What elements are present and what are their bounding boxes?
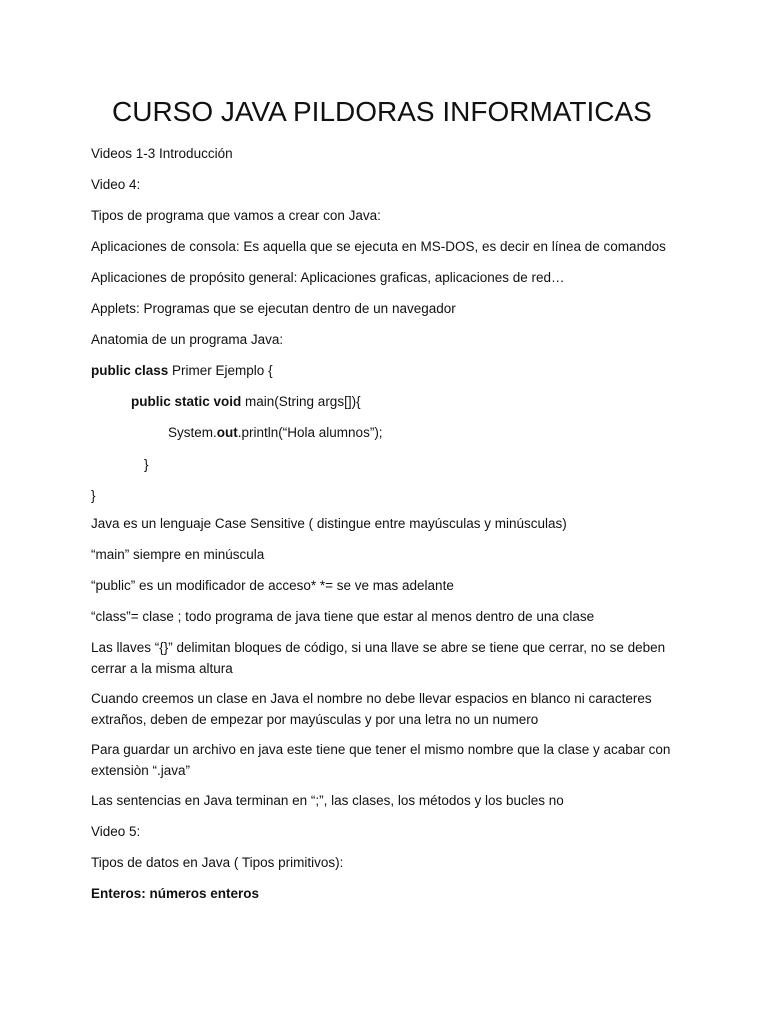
text-line-applets: Applets: Programas que se ejecutan dentro de un navegador xyxy=(91,301,456,316)
code-keyword: out xyxy=(216,425,238,440)
code-keyword: public class xyxy=(91,363,169,378)
code-text: System. xyxy=(168,425,217,440)
text-line-video-4: Video 4: xyxy=(91,177,141,192)
code-keyword: public static void xyxy=(131,394,242,409)
text-paragraph-braces: Las llaves “{}” delimitan bloques de código, si una llave se abre se tiene que cerrar, no se deben cerrar a la misma altura xyxy=(91,640,666,676)
text-line-case-sensitive: Java es un lenguaje Case Sensitive ( distingue entre mayúsculas y minúsculas) xyxy=(91,516,567,531)
code-text: Primer Ejemplo { xyxy=(168,363,273,378)
text-line-videos-intro: Videos 1-3 Introducción xyxy=(91,146,233,161)
text-line-console-apps: Aplicaciones de consola: Es aquella que se ejecuta en MS-DOS, es decir en línea de comandos xyxy=(91,239,666,254)
code-line-main-decl xyxy=(131,391,361,412)
text-line-statements: Las sentencias en Java terminan en “;”, las clases, los métodos y los bucles no xyxy=(91,793,564,808)
code-line-println xyxy=(168,422,383,443)
text-line-program-types: Tipos de programa que vamos a crear con Java: xyxy=(91,208,381,223)
code-text: .println(“Hola alumnos”); xyxy=(237,425,383,440)
text-paragraph-file-saving: Para guardar un archivo en java este tiene que tener el mismo nombre que la clase y acabar con extensiòn “.java” xyxy=(91,742,671,778)
text-line-anatomy: Anatomia de un programa Java: xyxy=(91,332,284,347)
text-line-class-def: “class”= clase ; todo programa de java tiene que estar al menos dentro de una clase xyxy=(91,609,595,624)
text-line-integers: Enteros: números enteros xyxy=(91,886,260,901)
text-line-video-5: Video 5: xyxy=(91,824,141,839)
code-line-close-class: } xyxy=(91,488,96,503)
text-line-general-apps: Aplicaciones de propósito general: Aplicaciones graficas, aplicaciones de red… xyxy=(91,270,565,285)
code-line-class-decl xyxy=(91,360,273,381)
code-line-close-main: } xyxy=(144,457,149,472)
text-line-main-lowercase: “main” siempre en minúscula xyxy=(91,547,265,562)
text-line-data-types: Tipos de datos en Java ( Tipos primitivos): xyxy=(91,855,344,870)
document-title: CURSO JAVA PILDORAS INFORMATICAS xyxy=(112,96,652,127)
text-paragraph-class-naming: Cuando creemos un clase en Java el nombre no debe llevar espacios en blanco ni caracteres extraños, deben de empezar por mayúsculas y por una letra no un numero xyxy=(91,691,652,727)
code-text: main(String args[]){ xyxy=(241,394,361,409)
text-line-public-modifier: “public” es un modificador de acceso* *= se ve mas adelante xyxy=(91,578,454,593)
